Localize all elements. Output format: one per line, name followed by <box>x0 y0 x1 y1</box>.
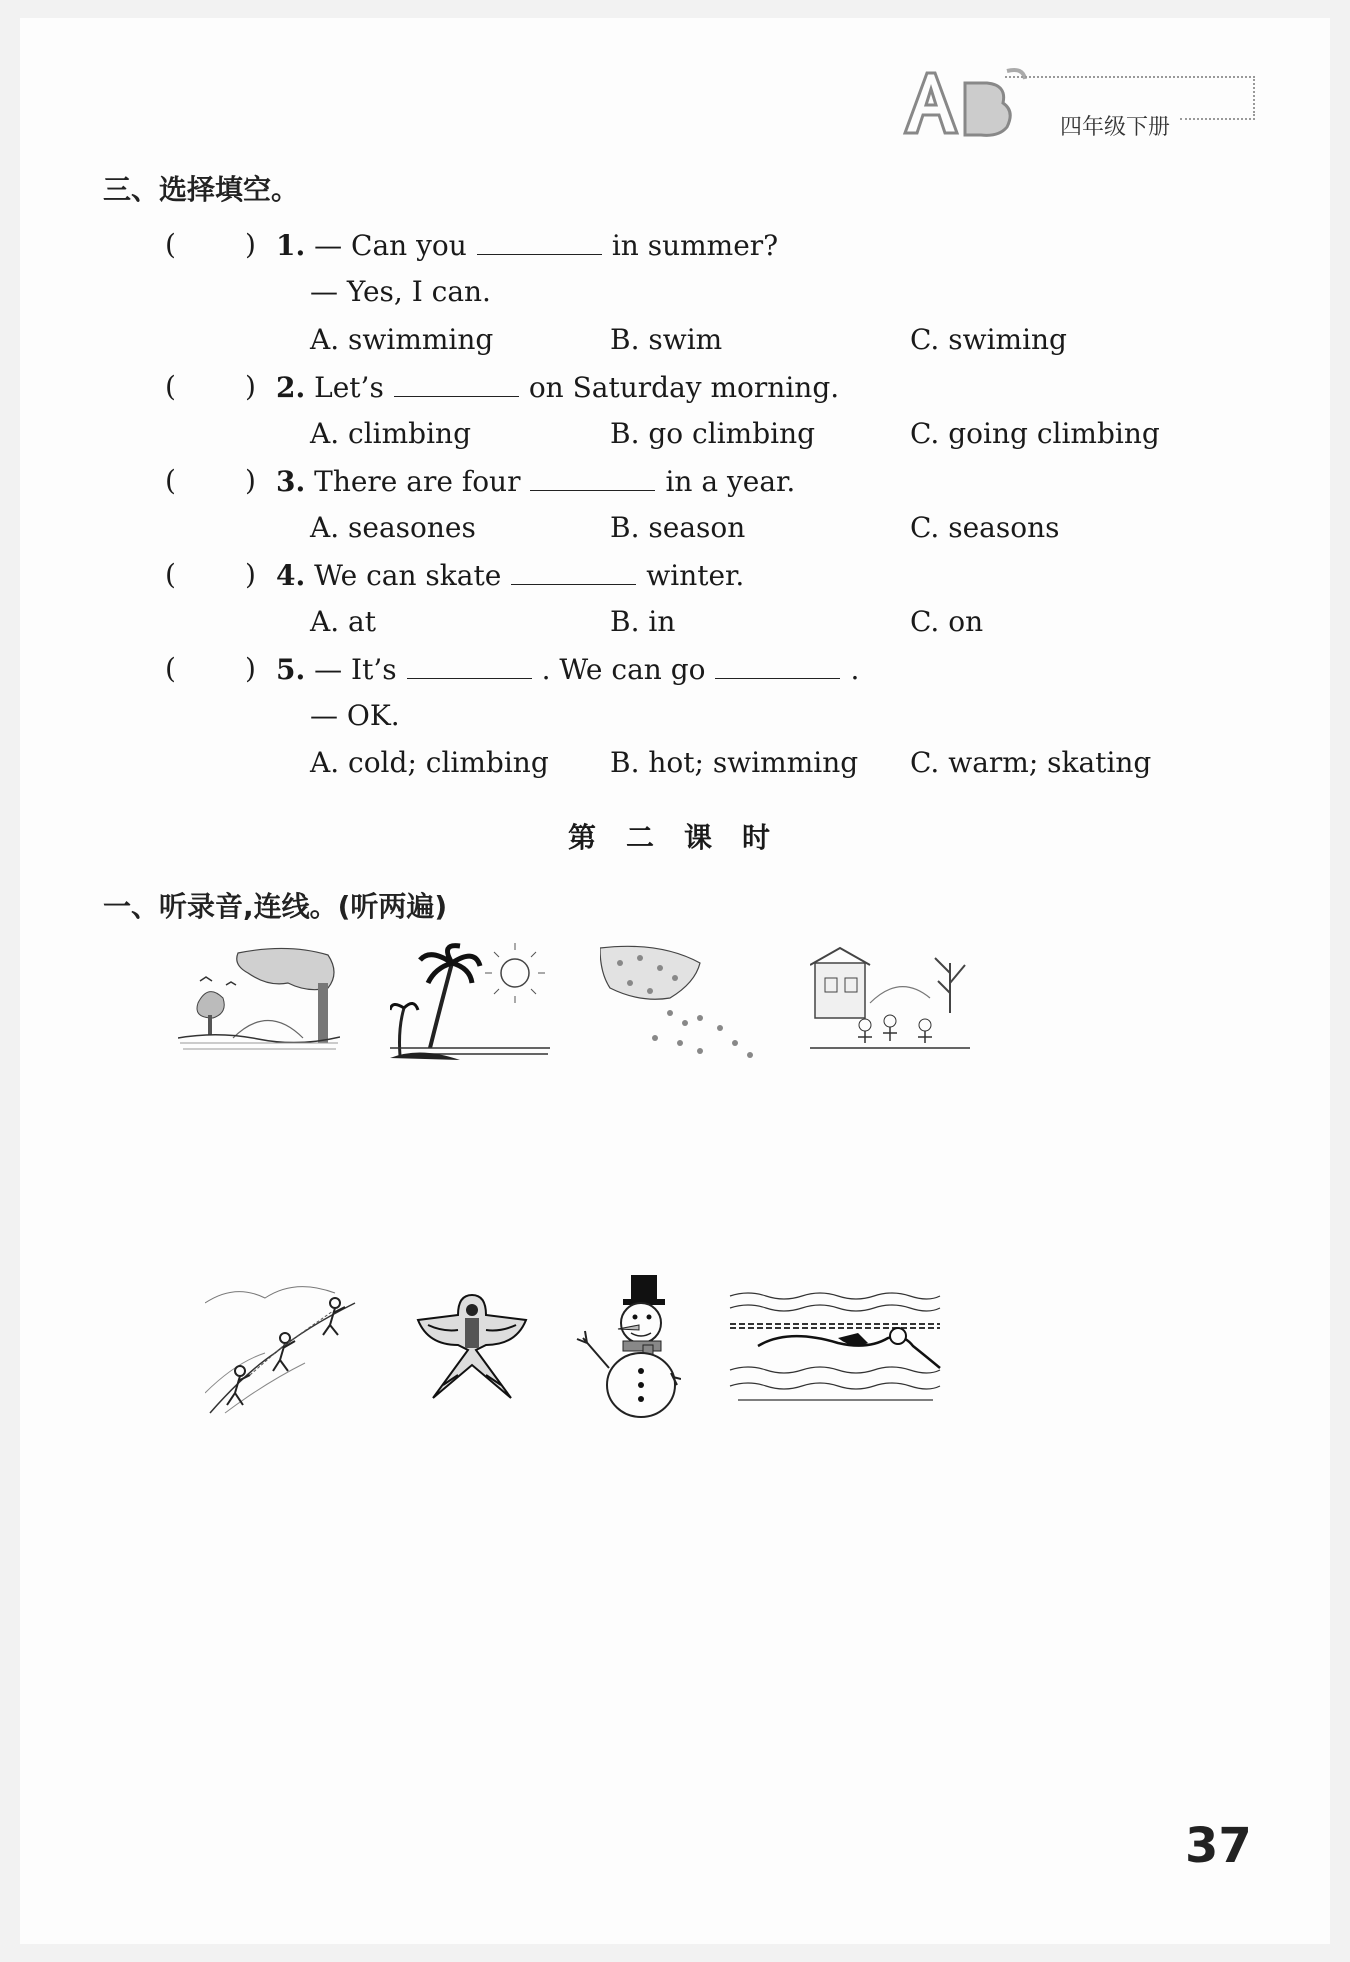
question-number: 2. <box>276 371 306 404</box>
answer-paren-open: ( <box>165 228 176 261</box>
question-text: on Saturday morning. <box>528 371 840 404</box>
question-1-response: — Yes, I can. <box>310 275 491 308</box>
question-2 <box>276 370 839 404</box>
answer-blank[interactable] <box>511 558 636 585</box>
question-number: 3. <box>276 465 306 498</box>
header-dotline-bottom <box>1180 118 1255 120</box>
answer-blank[interactable] <box>715 652 840 679</box>
mountain-climbing-icon[interactable] <box>205 1283 365 1418</box>
question-text: — It’s <box>314 653 397 686</box>
answer-paren-close: ) <box>245 652 256 685</box>
question-text: . <box>850 653 860 686</box>
question-text: Let’s <box>314 371 384 404</box>
question-number: 5. <box>276 653 306 686</box>
question-number: 1. <box>276 229 306 262</box>
question-text: . We can go <box>541 653 706 686</box>
question-text: There are four <box>314 465 521 498</box>
workbook-page <box>20 18 1330 1944</box>
option-a: A. at <box>310 605 376 638</box>
option-b: B. go climbing <box>610 417 816 450</box>
option-c: C. seasons <box>910 511 1060 544</box>
snowman-icon[interactable] <box>573 1273 681 1421</box>
summer-beach-icon[interactable] <box>390 938 550 1063</box>
question-4 <box>276 558 744 592</box>
winter-snow-icon[interactable] <box>810 943 970 1058</box>
answer-blank[interactable] <box>407 652 532 679</box>
answer-paren-open: ( <box>165 464 176 497</box>
question-1 <box>276 228 778 262</box>
header-dotline-side <box>1253 76 1255 116</box>
option-a: A. swimming <box>310 323 494 356</box>
answer-paren-open: ( <box>165 558 176 591</box>
answer-paren-close: ) <box>245 558 256 591</box>
question-text: We can skate <box>314 559 502 592</box>
kite-icon[interactable] <box>413 1290 531 1405</box>
ab-logo-icon <box>895 63 1035 143</box>
answer-paren-open: ( <box>165 652 176 685</box>
spring-scene-icon[interactable] <box>178 943 340 1053</box>
swimming-icon[interactable] <box>728 1288 943 1406</box>
question-3 <box>276 464 795 498</box>
question-text: in a year. <box>665 465 796 498</box>
header-dotline-top <box>1005 76 1255 78</box>
answer-blank[interactable] <box>530 464 655 491</box>
option-a: A. seasones <box>310 511 476 544</box>
option-b: B. swim <box>610 323 723 356</box>
answer-paren-open: ( <box>165 370 176 403</box>
section-3-title: 三、选择填空。 <box>103 173 300 206</box>
option-c: C. warm; skating <box>910 746 1152 779</box>
grade-label: 四年级下册 <box>1060 115 1171 140</box>
answer-blank[interactable] <box>477 228 602 255</box>
option-a: A. climbing <box>310 417 471 450</box>
option-b: B. hot; swimming <box>610 746 859 779</box>
option-c: C. on <box>910 605 984 638</box>
question-number: 4. <box>276 559 306 592</box>
answer-paren-close: ) <box>245 370 256 403</box>
section-1-title: 一、听录音,连线。(听两遍) <box>103 890 448 923</box>
lesson-title: 第二课时 <box>568 821 801 854</box>
autumn-leaves-icon[interactable] <box>600 943 760 1063</box>
page-number: 37 <box>1185 1818 1252 1874</box>
option-a: A. cold; climbing <box>310 746 549 779</box>
question-5 <box>276 652 859 686</box>
answer-paren-close: ) <box>245 464 256 497</box>
option-c: C. going climbing <box>910 417 1160 450</box>
question-5-response: — OK. <box>310 699 400 732</box>
answer-blank[interactable] <box>394 370 519 397</box>
option-c: C. swiming <box>910 323 1067 356</box>
answer-paren-close: ) <box>245 228 256 261</box>
option-b: B. season <box>610 511 746 544</box>
question-text: winter. <box>646 559 745 592</box>
question-text: in summer? <box>611 229 779 262</box>
option-b: B. in <box>610 605 676 638</box>
question-text: — Can you <box>314 229 467 262</box>
